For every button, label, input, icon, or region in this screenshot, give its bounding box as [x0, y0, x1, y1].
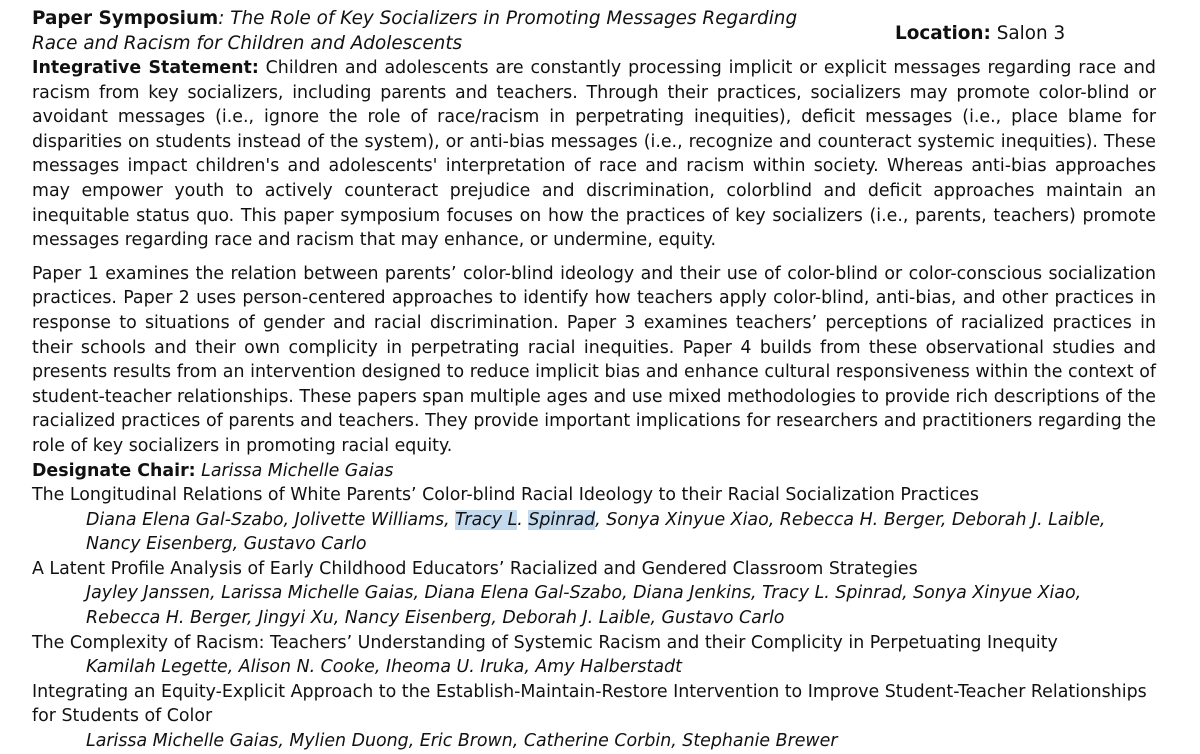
location-value: Salon 3: [990, 23, 1066, 44]
paper-authors: Larissa Michelle Gaias, Mylien Duong, Eric Brown, Catherine Corbin, Stephanie Brewer: [86, 731, 838, 752]
author-text: Diana Elena Gal-Szabo, Jolivette Williams,: [86, 509, 456, 530]
author-text: , Sonya Xinyue Xiao, Rebecca H. Berger, Deborah J. Laible, Nancy Eisenberg, Gustavo Carlo: [86, 509, 1106, 555]
author-text: .: [517, 509, 529, 530]
paper-title: The Complexity of Racism: Teachers’ Understanding of Systemic Racism and their Complicity in Perpetuating Inequity: [32, 632, 1058, 653]
chair-name: Larissa Michelle Gaias: [195, 460, 394, 481]
selected-text[interactable]: Spinrad: [528, 509, 596, 530]
designate-chair: [32, 459, 1156, 484]
paper-title: A Latent Profile Analysis of Early Childhood Educators’ Racialized and Gendered Classroom Strategies: [32, 558, 918, 579]
session-title: : The Role of Key Socializers in Promoting Messages Regarding Race and Racism for Children and Adolescents: [32, 8, 798, 54]
paper-authors: [86, 508, 1156, 557]
session-heading: [32, 6, 842, 56]
location-label: Location:: [895, 23, 991, 44]
integrative-statement: [32, 56, 1156, 253]
chair-label: Designate Chair:: [32, 460, 196, 481]
paper-title: Integrating an Equity-Explicit Approach to the Establish-Maintain-Restore Intervention to Improve Student-Teacher Relationships for Students of Color: [32, 681, 1147, 727]
paper-authors: Jayley Janssen, Larissa Michelle Gaias, Diana Elena Gal-Szabo, Diana Jenkins, Tracy L. Spinrad, Sonya Xinyue Xiao, Rebecca H. Berger, Jingyi Xu, Nancy Eisenberg, Deborah J. Laible, Gustavo Carlo: [86, 583, 1082, 629]
paper-title: The Longitudinal Relations of White Parents’ Color-blind Racial Ideology to their Racial Socialization Practices: [32, 485, 979, 506]
paper-authors: Kamilah Legette, Alison N. Cooke, Iheoma U. Iruka, Amy Halberstadt: [86, 657, 682, 678]
location-info: [895, 21, 1065, 46]
integrative-text: Children and adolescents are constantly processing implicit or explicit messages regarding race and racism from key socializers, including parents and teachers. Through their practices, socializers may promote color-blind or avoidant messages (i.e., ignore the role of race/racism in perpetrating inequities), deficit messages (i.e., place blame for disparities on students instead of the system), or anti-bias messages (i.e., recognize and counteract systemic inequities). These messages impact children's and adolescents' interpretation of race and racism within society. Whereas anti-bias approaches may empower youth to actively counteract prejudice and discrimination, colorblind and deficit approaches maintain an inequitable status quo. This paper symposium focuses on how the practices of key socializers (i.e., parents, teachers) promote messages regarding race and racism that may enhance, or undermine, equity.: [32, 58, 1156, 251]
integrative-label: Integrative Statement:: [32, 58, 259, 78]
selected-text[interactable]: Tracy L: [455, 509, 518, 530]
session-type: Paper Symposium: [32, 8, 219, 29]
overview-paragraph: Paper 1 examines the relation between parents’ color-blind ideology and their use of color-blind or color-conscious socialization practices. Paper 2 uses person-centered approaches to identify how teachers apply color-blind, anti-bias, and other practices in response to situations of gender and racial discrimination. Paper 3 examines teachers’ perceptions of racialized practices in their schools and their own complicity in perpetrating racial inequities. Paper 4 builds from these observational studies and presents results from an intervention designed to reduce implicit bias and enhance cultural responsiveness within the context of student-teacher relationships. These papers span multiple ages and use mixed methodologies to provide rich descriptions of the racialized practices of parents and teachers. They provide important implications for researchers and practitioners regarding the role of key socializers in promoting racial equity.: [32, 263, 1156, 456]
